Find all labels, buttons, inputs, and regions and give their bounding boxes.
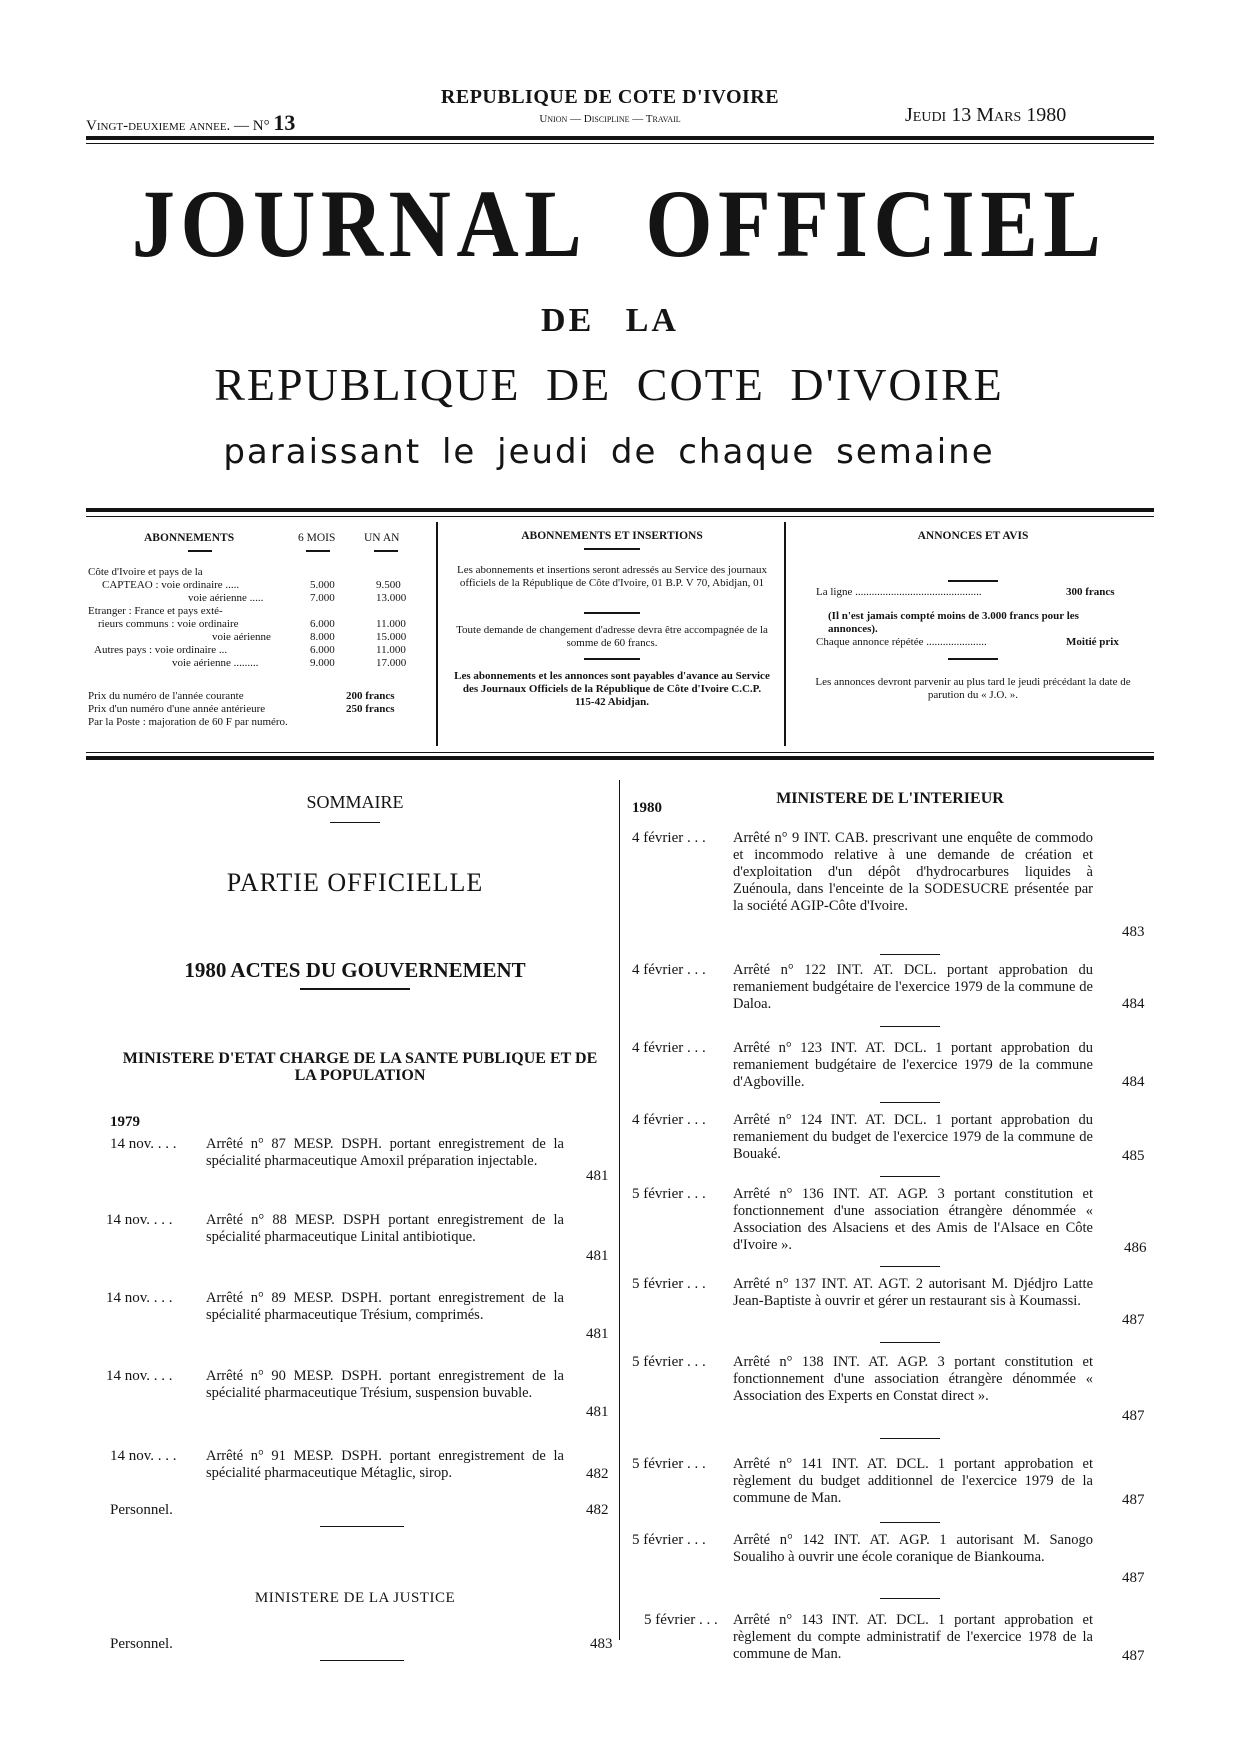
issue-number: 13 xyxy=(273,110,296,135)
abo-label: Etranger : France et pays exté- xyxy=(88,605,223,617)
tick xyxy=(948,580,998,582)
entry-page: 485 xyxy=(1122,1148,1145,1164)
personnel-justice-page: 483 xyxy=(590,1636,613,1652)
entry-text: Arrêté n° 142 INT. AT. AGP. 1 autorisant M. Sanogo Soualiho à ouvrir une école coranique de Biankouma. xyxy=(733,1532,1093,1565)
entry-page: 487 xyxy=(1122,1408,1145,1424)
entry-date: 14 nov. . . . xyxy=(106,1368,173,1384)
entry-page: 487 xyxy=(1122,1570,1145,1586)
abo-an: 15.000 xyxy=(376,631,407,643)
box-separator-2 xyxy=(784,522,786,746)
annonces-box xyxy=(808,530,1138,740)
abo-6mois: 5.000 xyxy=(310,579,335,591)
entry-page: 481 xyxy=(586,1326,609,1342)
prix-value: 200 francs xyxy=(346,690,395,702)
sommaire-title: SOMMAIRE xyxy=(306,792,404,812)
abo-6mois: 6.000 xyxy=(310,618,335,630)
entry-page: 487 xyxy=(1122,1648,1145,1664)
insertions-p2: Toute demande de changement d'adresse devra être accompagnée de la somme de 60 francs. xyxy=(456,624,768,649)
entry-date: 14 nov. . . . xyxy=(110,1448,177,1464)
personnel-sante: Personnel. xyxy=(110,1502,173,1518)
entry-date: 5 février . . . xyxy=(632,1532,706,1548)
box-bottom-rule-thick xyxy=(86,756,1154,760)
prix-label: Prix du numéro de l'année courante xyxy=(88,690,244,702)
entry-text: Arrêté n° 137 INT. AT. AGT. 2 autorisant M. Djédjro Latte Jean-Baptiste à ouvrir et gérer un restaurant sis à Koumassi. xyxy=(733,1276,1093,1309)
prix-row xyxy=(88,716,428,729)
abo-6mois: 9.000 xyxy=(310,657,335,669)
abo-an: 11.000 xyxy=(376,644,406,656)
republique-header: REPUBLIQUE DE COTE D'IVOIRE xyxy=(440,86,780,108)
entry-text: Arrêté n° 124 INT. AT. DCL. 1 portant approbation du remaniement du budget de l'exercice 1979 de la commune de Bouaké. xyxy=(733,1112,1093,1162)
header-rule-thick xyxy=(86,136,1154,140)
prix-row xyxy=(88,690,428,703)
entry-text: Arrêté n° 122 INT. AT. DCL. portant approbation du remaniement budgétaire de l'exercice 1979 de la commune de Daloa. xyxy=(733,962,1093,1012)
abo-label: CAPTEAO : voie ordinaire ..... xyxy=(102,579,240,591)
journal-title: JOURNAL OFFICIEL xyxy=(131,170,1107,277)
abo-row xyxy=(88,657,428,670)
rule xyxy=(880,1026,940,1027)
abo-row xyxy=(88,631,428,644)
entry-date: 5 février . . . xyxy=(632,1354,706,1370)
column-separator xyxy=(619,780,620,1640)
rule xyxy=(320,1660,404,1661)
actes-gouvernement: 1980 ACTES DU GOUVERNEMENT xyxy=(184,958,526,982)
tick xyxy=(584,548,640,550)
partie-officielle: PARTIE OFFICIELLE xyxy=(226,868,484,897)
abo-row xyxy=(88,644,428,657)
entry-text: Arrêté n° 136 INT. AT. AGP. 3 portant constitution et fonctionnement d'une association étrangère dénommée « Association des Alsaciens et des Amis de l'Alsace en Côte d'Ivoire ». xyxy=(733,1186,1093,1253)
repetee-label: Chaque annonce répétée ...................... xyxy=(816,636,987,648)
annonces-delai: Les annonces devront parvenir au plus tard le jeudi précédant la date de parution du « J.O. ». xyxy=(815,676,1131,701)
personnel-justice: Personnel. xyxy=(110,1636,173,1652)
entry-date: 4 février . . . xyxy=(632,962,706,978)
rule xyxy=(880,1266,940,1267)
ligne-row xyxy=(816,586,1136,599)
annonces-head: ANNONCES ET AVIS xyxy=(917,530,1029,542)
personnel-sante-page: 482 xyxy=(586,1502,609,1518)
prix-label: Par la Poste : majoration de 60 F par numéro. xyxy=(88,716,288,728)
ministere-interieur: MINISTERE DE L'INTERIEUR xyxy=(776,790,1004,807)
abo-label: Autres pays : voie ordinaire ... xyxy=(94,644,228,656)
rule xyxy=(320,1526,404,1527)
abo-6mois: 6.000 xyxy=(310,644,335,656)
insertions-p3: Les abonnements et les annonces sont payables d'avance au Service des Journaux Officiels de la République de Côte d'Ivoire C.C.P. 115-42 Abidjan. xyxy=(454,670,770,708)
entry-date: 14 nov. . . . xyxy=(106,1212,173,1228)
entry-page: 484 xyxy=(1122,1074,1145,1090)
republique-title: REPUBLIQUE DE COTE D'IVOIRE xyxy=(214,359,1004,410)
rule xyxy=(880,1598,940,1599)
devise: Union — Discipline — Travail xyxy=(539,113,681,125)
entry-date: 14 nov. . . . xyxy=(106,1290,173,1306)
tick xyxy=(584,612,640,614)
entry-text: Arrêté n° 87 MESP. DSPH. portant enregistrement de la spécialité pharmaceutique Amoxil préparation injectable. xyxy=(206,1136,564,1169)
insertions-p1: Les abonnements et insertions seront adressés au Service des journaux officiels de la République de Côte d'Ivoire, 01 B.P. V 70, Abidjan, 01 xyxy=(456,564,768,589)
prix-value: 250 francs xyxy=(346,703,395,715)
header-rule-thin xyxy=(86,143,1154,144)
abo-label: voie aérienne ......... xyxy=(172,657,259,669)
rule xyxy=(880,1438,940,1439)
entry-text: Arrêté n° 138 INT. AT. AGP. 3 portant constitution et fonctionnement d'une association étrangère dénommée « Association des Experts en Constat direct ». xyxy=(733,1354,1093,1404)
entry-text: Arrêté n° 9 INT. CAB. prescrivant une enquête de commodo et incommodo relative à une demande de création et d'exploitation d'un dépôt d'hydrocarbures liquides à Zuénoula, dans l'enceinte de la SODESUCRE présentée par la société AGIP-Côte d'Ivoire. xyxy=(733,830,1093,914)
entry-page: 481 xyxy=(586,1168,609,1184)
paraissant-line: paraissant le jeudi de chaque semaine xyxy=(223,432,995,472)
abo-an: 9.500 xyxy=(376,579,401,591)
col-6-mois: 6 MOIS xyxy=(298,532,336,544)
abo-label: voie aérienne xyxy=(212,631,271,643)
entry-page: 481 xyxy=(586,1404,609,1420)
repetee-row xyxy=(816,636,1136,649)
tick xyxy=(584,658,640,660)
abo-row xyxy=(88,566,428,579)
abo-row xyxy=(88,618,428,631)
entry-text: Arrêté n° 123 INT. AT. DCL. 1 portant approbation du remaniement budgétaire de l'exercice 1979 de la commune d'Agboville. xyxy=(733,1040,1093,1090)
tick xyxy=(948,658,998,660)
entry-page: 482 xyxy=(586,1466,609,1482)
sommaire-rule xyxy=(330,822,380,823)
entry-text: Arrêté n° 141 INT. AT. DCL. 1 portant approbation et règlement du budget additionnel de l'exercice 1979 de la commune de Man. xyxy=(733,1456,1093,1506)
entry-page: 486 xyxy=(1124,1240,1147,1256)
abo-label: rieurs communs : voie ordinaire xyxy=(98,618,239,630)
rule xyxy=(880,1522,940,1523)
col-un-an: UN AN xyxy=(364,532,400,544)
entry-page: 484 xyxy=(1122,996,1145,1012)
entry-date: 5 février . . . xyxy=(644,1612,718,1628)
entry-date: 14 nov. . . . xyxy=(110,1136,177,1152)
ministere-justice: MINISTERE DE LA JUSTICE xyxy=(254,1590,456,1606)
rule xyxy=(880,1176,940,1177)
abo-an: 13.000 xyxy=(376,592,407,604)
actes-rule xyxy=(300,988,410,990)
annee-text: Vingt-deuxieme annee. — N° xyxy=(86,118,270,134)
box-bottom-rule-thin xyxy=(86,752,1154,753)
entry-date: 5 février . . . xyxy=(632,1456,706,1472)
entry-text: Arrêté n° 143 INT. AT. DCL. 1 portant approbation et règlement du compte administratif de l'exercice 1978 de la commune de Man. xyxy=(733,1612,1093,1662)
entry-date: 5 février . . . xyxy=(632,1186,706,1202)
box-separator-1 xyxy=(436,522,438,746)
entry-text: Arrêté n° 88 MESP. DSPH portant enregistrement de la spécialité pharmaceutique Linital antibiotique. xyxy=(206,1212,564,1245)
abonnements-box xyxy=(88,530,428,740)
prix-row xyxy=(88,703,428,716)
right-year: 1980 xyxy=(632,800,662,816)
abo-label: voie aérienne ..... xyxy=(188,592,264,604)
entry-page: 483 xyxy=(1122,924,1145,940)
annee-line xyxy=(86,110,295,136)
rule xyxy=(880,954,940,955)
entry-page: 487 xyxy=(1122,1492,1145,1508)
rule xyxy=(880,1102,940,1103)
tick xyxy=(306,550,330,552)
entry-date: 4 février . . . xyxy=(632,830,706,846)
entry-text: Arrêté n° 90 MESP. DSPH. portant enregistrement de la spécialité pharmaceutique Trésium, suspension buvable. xyxy=(206,1368,564,1401)
ligne-label: La ligne .............................................. xyxy=(816,586,982,598)
abo-6mois: 8.000 xyxy=(310,631,335,643)
tick xyxy=(188,550,212,552)
de-la: DE LA xyxy=(541,302,679,339)
prix-label: Prix d'un numéro d'une année antérieure xyxy=(88,703,266,715)
abo-an: 17.000 xyxy=(376,657,407,669)
rule xyxy=(880,1342,940,1343)
abo-6mois: 7.000 xyxy=(310,592,335,604)
abo-label: Côte d'Ivoire et pays de la xyxy=(88,566,203,578)
box-top-rule-thick xyxy=(86,508,1154,512)
abo-row xyxy=(88,579,428,592)
repetee-value: Moitié prix xyxy=(1066,636,1119,648)
tick xyxy=(374,550,398,552)
entry-text: Arrêté n° 89 MESP. DSPH. portant enregistrement de la spécialité pharmaceutique Trésium, comprimés. xyxy=(206,1290,564,1323)
entry-date: 5 février . . . xyxy=(632,1276,706,1292)
box-top-rule-thin xyxy=(86,516,1154,517)
abo-an: 11.000 xyxy=(376,618,406,630)
left-year: 1979 xyxy=(110,1114,140,1130)
entry-page: 481 xyxy=(586,1248,609,1264)
entry-page: 487 xyxy=(1122,1312,1145,1328)
abonnements-head: ABONNEMENTS xyxy=(144,532,235,544)
abo-row xyxy=(88,605,428,618)
insertions-box xyxy=(452,530,772,740)
abo-row xyxy=(88,592,428,605)
entry-text: Arrêté n° 91 MESP. DSPH. portant enregistrement de la spécialité pharmaceutique Métaglic, sirop. xyxy=(206,1448,564,1481)
insertions-head: ABONNEMENTS ET INSERTIONS xyxy=(521,530,703,542)
annonces-note: (Il n'est jamais compté moins de 3.000 francs pour les annonces). xyxy=(828,610,1079,635)
entry-date: 4 février . . . xyxy=(632,1040,706,1056)
ministere-sante: MINISTERE D'ETAT CHARGE DE LA SANTE PUBLIQUE ET DE LA POPULATION xyxy=(122,1050,598,1084)
issue-date: Jeudi 13 Mars 1980 xyxy=(905,104,1067,126)
ligne-value: 300 francs xyxy=(1066,586,1115,598)
entry-date: 4 février . . . xyxy=(632,1112,706,1128)
